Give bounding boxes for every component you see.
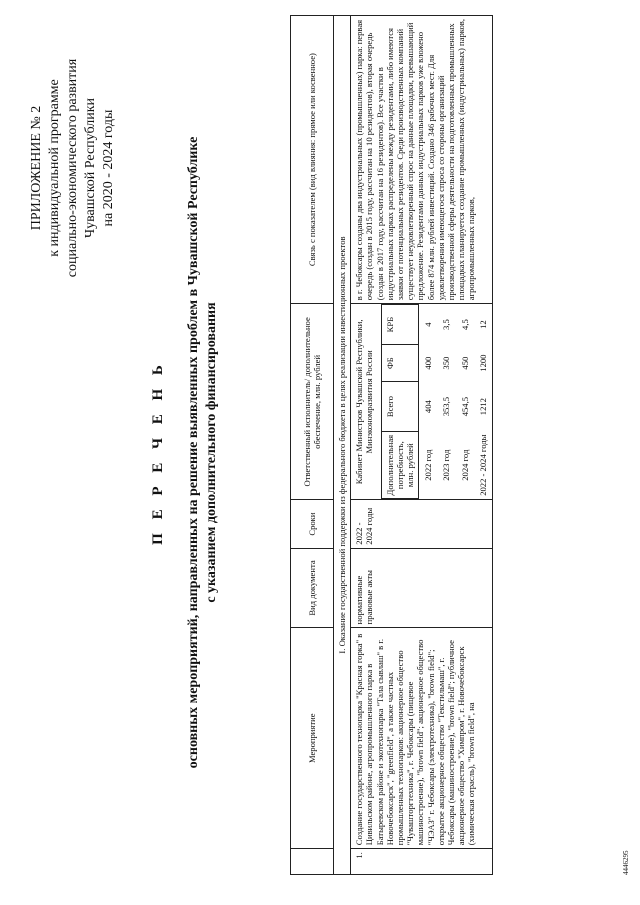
funding-header-krb: КРБ bbox=[381, 305, 419, 345]
document-id: 4446295 bbox=[622, 850, 630, 875]
row-indicator-link: в г. Чебоксары созданы два индустриальных (промышленных) парка: первая очередь (создан в 2015 году, рассчитан на 10 резидентов), вторая очередь (создан в 2017 году, рассчитан на 16 резидентов). Все участки в индустриальных парках распределены между резидентами, либо имеются заявки от потенциальных резидентов. Среди производственных компаний существует неудовлетворенный спрос на данные площадки, превышающий предложение. Резидентами данных индустриальных парков уже вложено более 874 млн. рублей инвестиций. Создано 346 рабочих мест. Для удовлетворения имеющегося спроса со стороны организаций производственной сферы деятельности на подготовленных промышленных площадках планируется создание промышленных (индустриальных) парков, агропромышленных парков, bbox=[351, 16, 493, 304]
funding-row bbox=[419, 305, 438, 499]
title-line: с указанием дополнительного финансирования bbox=[204, 302, 219, 603]
header-term: Сроки bbox=[291, 500, 334, 548]
document-title bbox=[150, 0, 221, 905]
funding-year: 2023 год bbox=[441, 449, 452, 481]
funding-header-need: Дополнительная потребность, млн. рублей bbox=[381, 431, 419, 499]
funding-row bbox=[474, 305, 492, 499]
row-doc: нормативные правовые акты bbox=[351, 548, 493, 628]
row-responsible bbox=[351, 304, 493, 500]
appendix-number: ПРИЛОЖЕНИЕ № 2 bbox=[29, 105, 44, 231]
funding-row bbox=[456, 305, 474, 499]
funding-total: 353,5 bbox=[441, 396, 452, 417]
funding-year: 2022 - 2024 годы bbox=[477, 434, 488, 496]
header-doc: Вид документа bbox=[291, 548, 334, 628]
section-title: I. Оказание государственной поддержки из федерального бюджета в целях реализации инвестиционных проектов bbox=[334, 16, 351, 875]
table-row bbox=[351, 16, 493, 875]
funding-header-fb: ФБ bbox=[381, 344, 419, 381]
row-measure: Создание государственного технопарка "Красная горка" в Цивильском районе, агропромышленного парка в Батыревском районе и экотехнопарка "Тала сывлаш" в г. Новочебоксарск", "greenfield", а также частных промышленных технопарков: акционерное общество "Чувашторгтехника", г. Чебоксары (пищевое машиностроение), "brown field"; акционерное общество "ЧЭАЗ" г. Чебоксары (электротехника), "brown field"; открытое акционерное общество "Текстильмаш", г. Чебоксары (машиностроение), "brown field"; публичное акционерное общество "Химпром", г. Новочебоксарск (химическая отрасль), "brown field", на bbox=[351, 628, 493, 849]
funding-header-total: Всего bbox=[381, 382, 419, 432]
appendix-line: социально-экономического развития bbox=[65, 58, 80, 278]
responsible-text: Кабинет Министров Чувашской Республики, Минэкономразвития России bbox=[354, 319, 375, 485]
header-indicator-link: Связь с показателем (вид влияния: прямое или косвенное) bbox=[291, 16, 334, 304]
funding-fb: 1200 bbox=[477, 354, 488, 372]
appendix-line: Чувашской Республики bbox=[83, 97, 98, 239]
funding-krb: 4 bbox=[423, 322, 434, 327]
measures-table bbox=[290, 15, 493, 875]
funding-krb: 4,5 bbox=[459, 319, 470, 330]
table-header-row bbox=[291, 16, 334, 875]
funding-krb: 12 bbox=[477, 320, 488, 329]
appendix-line: к индивидуальной программе bbox=[47, 79, 62, 257]
funding-year: 2024 год bbox=[459, 449, 470, 481]
header-num bbox=[291, 849, 334, 875]
funding-row bbox=[437, 305, 455, 499]
funding-krb: 3,5 bbox=[441, 319, 452, 330]
header-responsible: Ответственный исполнитель/ дополнительное обеспечение, млн. рублей bbox=[291, 304, 334, 500]
header-measure: Мероприятие bbox=[291, 628, 334, 849]
funding-year: 2022 год bbox=[423, 449, 434, 481]
funding-table bbox=[381, 304, 492, 499]
funding-fb: 400 bbox=[423, 356, 434, 370]
funding-header-row bbox=[381, 305, 419, 499]
funding-total: 454,5 bbox=[459, 396, 470, 417]
funding-total: 1212 bbox=[477, 398, 488, 416]
title-heading: П Е Р Е Ч Е Н Ь bbox=[150, 360, 166, 545]
appendix-line: на 2020 - 2024 годы bbox=[101, 109, 116, 227]
row-number: 1. bbox=[351, 849, 493, 875]
appendix-header bbox=[28, 18, 118, 318]
row-term: 2022 - 2024 годы bbox=[351, 500, 493, 548]
funding-fb: 350 bbox=[441, 356, 452, 370]
section-row bbox=[334, 16, 351, 875]
title-line: основных мероприятий, направленных на решение выявленных проблем в Чувашской Республике bbox=[186, 136, 201, 769]
funding-total: 404 bbox=[423, 400, 434, 414]
funding-fb: 450 bbox=[459, 356, 470, 370]
